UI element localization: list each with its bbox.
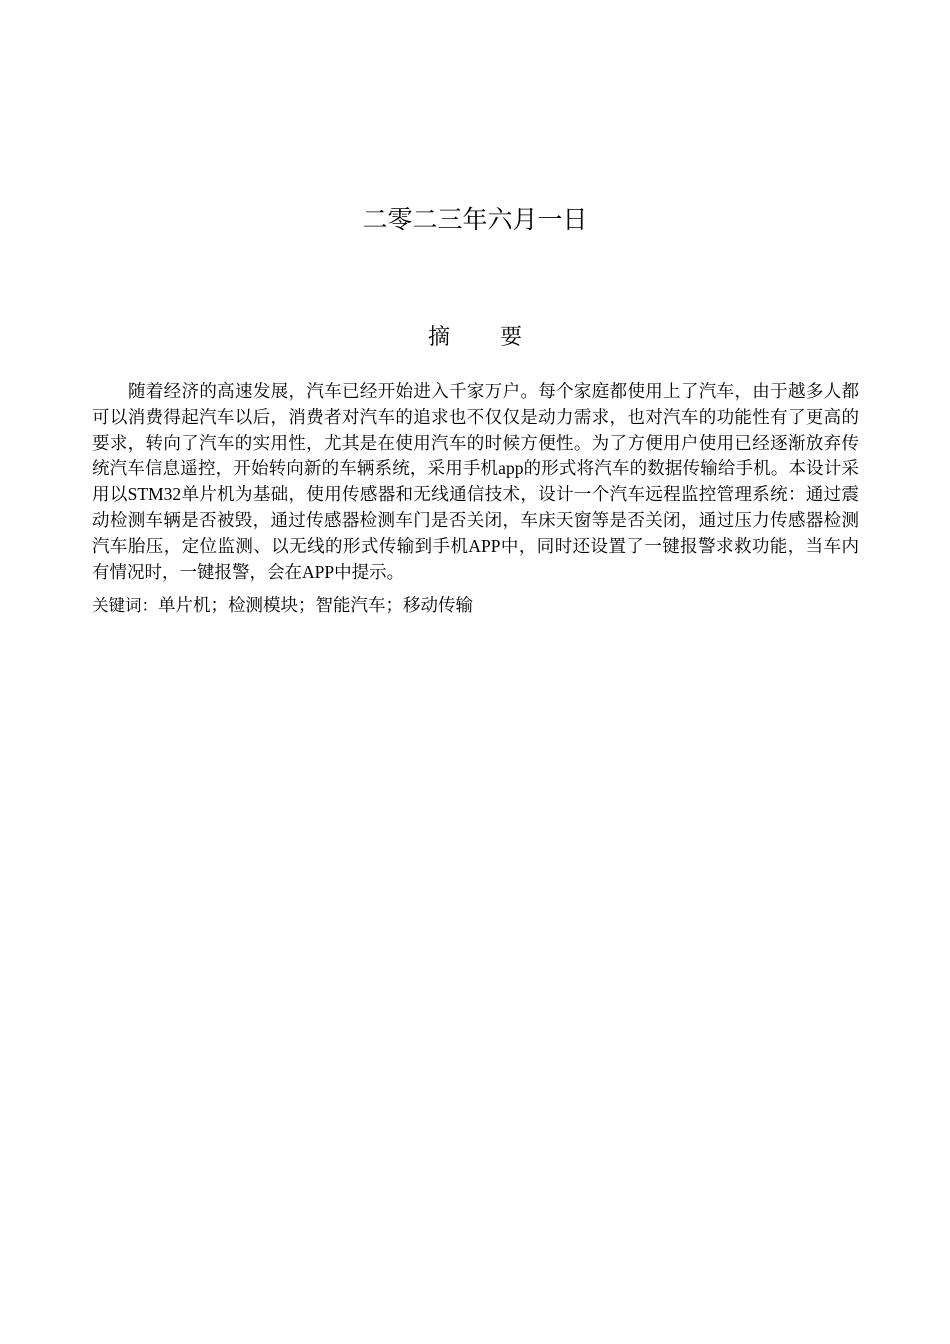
abstract-paragraph: 随着经济的高速发展，汽车已经开始进入千家万户。每个家庭都使用上了汽车，由于越多人都可以消费得起汽车以后，消费者对汽车的追求也不仅仅是动力需求，也对汽车的功能性有了更高的要求，转向了汽车的实用性，尤其是在使用汽车的时候方便性。为了方便用户使用已经逐渐放弃传统汽车信息遥控，开始转向新的车辆系统，采用手机app的形式将汽车的数据传输给手机。本设计采用以STM32单片机为基础，使用传感器和无线通信技术，设计一个汽车远程监控管理系统：通过震动检测车辆是否被毁，通过传感器检测车门是否关闭，车床天窗等是否关闭，通过压力传感器检测汽车胎压，定位监测、以无线的形式传输到手机APP中，同时还设置了一键报警求救功能，当车内有情况时，一键报警，会在APP中提示。 (92, 381, 859, 582)
document-date: 二零二三年六月一日 (362, 205, 588, 234)
keywords-line (92, 593, 859, 619)
keywords-label: 关键词： (92, 596, 158, 615)
abstract-heading (0, 320, 950, 356)
abstract-heading-char-2: 要 (500, 325, 523, 350)
keywords-value: 单片机；检测模块；智能汽车；移动传输 (158, 595, 473, 615)
abstract-heading-char-1: 摘 (427, 325, 450, 350)
